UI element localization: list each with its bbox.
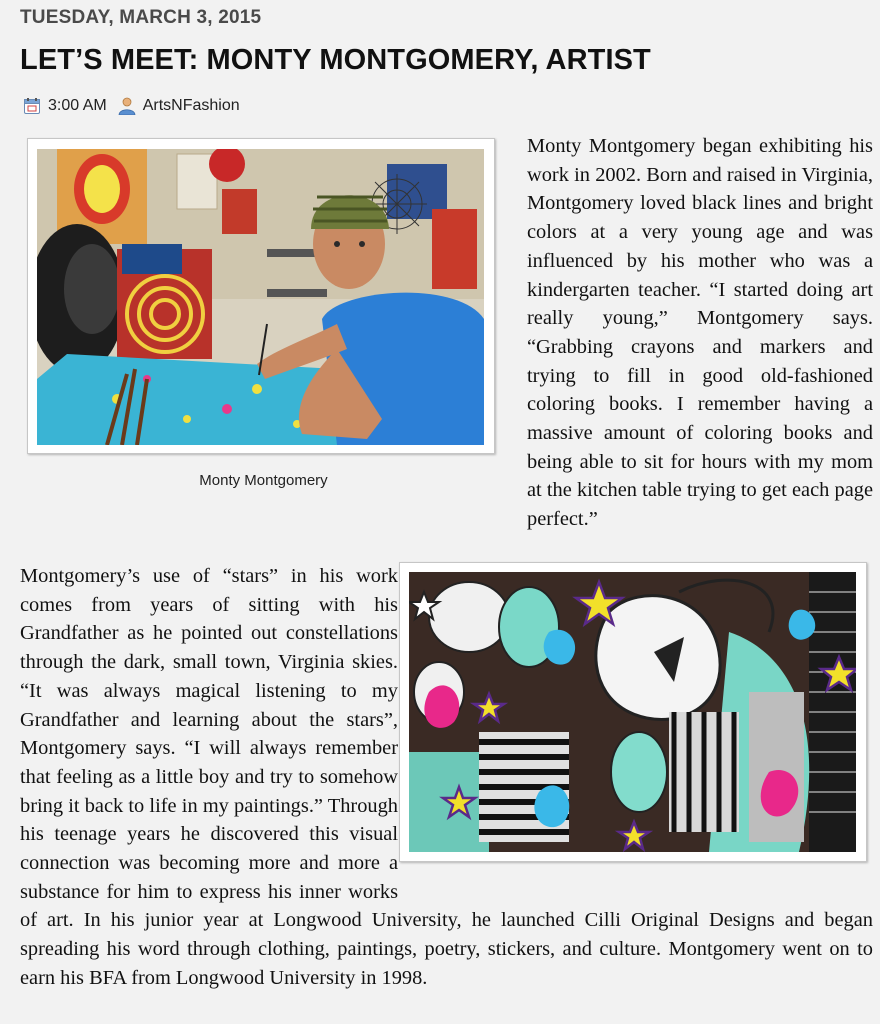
artist-photo — [37, 149, 484, 445]
post-author[interactable]: ArtsNFashion — [142, 97, 240, 114]
user-icon — [117, 97, 137, 115]
artist-photo-frame — [27, 138, 495, 454]
article-paragraph-1: Monty Montgomery began exhibiting his work in 2002. Born and raised in Virginia, Montgomery loved black lines and bright colors at a very young age and was influenced by his mother who was a kindergarten teacher. “I started doing art really young,” Montgomery says. “Grabbing crayons and markers and trying to fill in good old-fashioned coloring books. I remember having a massive amount of coloring books and being able to sit for hours with my mom at the kitchen table trying to get each page perfect.” — [527, 135, 873, 531]
calendar-icon — [24, 98, 40, 114]
post-time: 3:00 AM — [48, 97, 107, 114]
figure-float-spacer — [398, 562, 873, 888]
post-meta — [24, 94, 240, 118]
article-paragraph-2 — [20, 562, 873, 993]
post-date: TUESDAY, MARCH 3, 2015 — [20, 7, 262, 28]
article-paragraph-2-text: Montgomery’s use of “stars” in his work comes from years of sitting with his Grandfather as he pointed out constellations through the dark, small town, Virginia skies. “It was always magical listening to my Grandfather and learning about the stars”, Montgomery says. “I will always remember that feeling as a little boy and try to somehow bring it back to life in my paintings.” Through his teenage years he discovered this visual connection was becoming more and more a substance for him to express his inner works of art. In his junior year at Longwood University, he launched Cilli Original Designs and began spreading his word through clothing, paintings, poetry, stickers, and culture. Montgomery went on to earn his BFA from Longwood University in 1998. — [20, 565, 873, 989]
photo-caption: Monty Montgomery — [199, 472, 328, 489]
post-title[interactable]: LET’S MEET: MONTY MONTGOMERY, ARTIST — [20, 44, 651, 76]
